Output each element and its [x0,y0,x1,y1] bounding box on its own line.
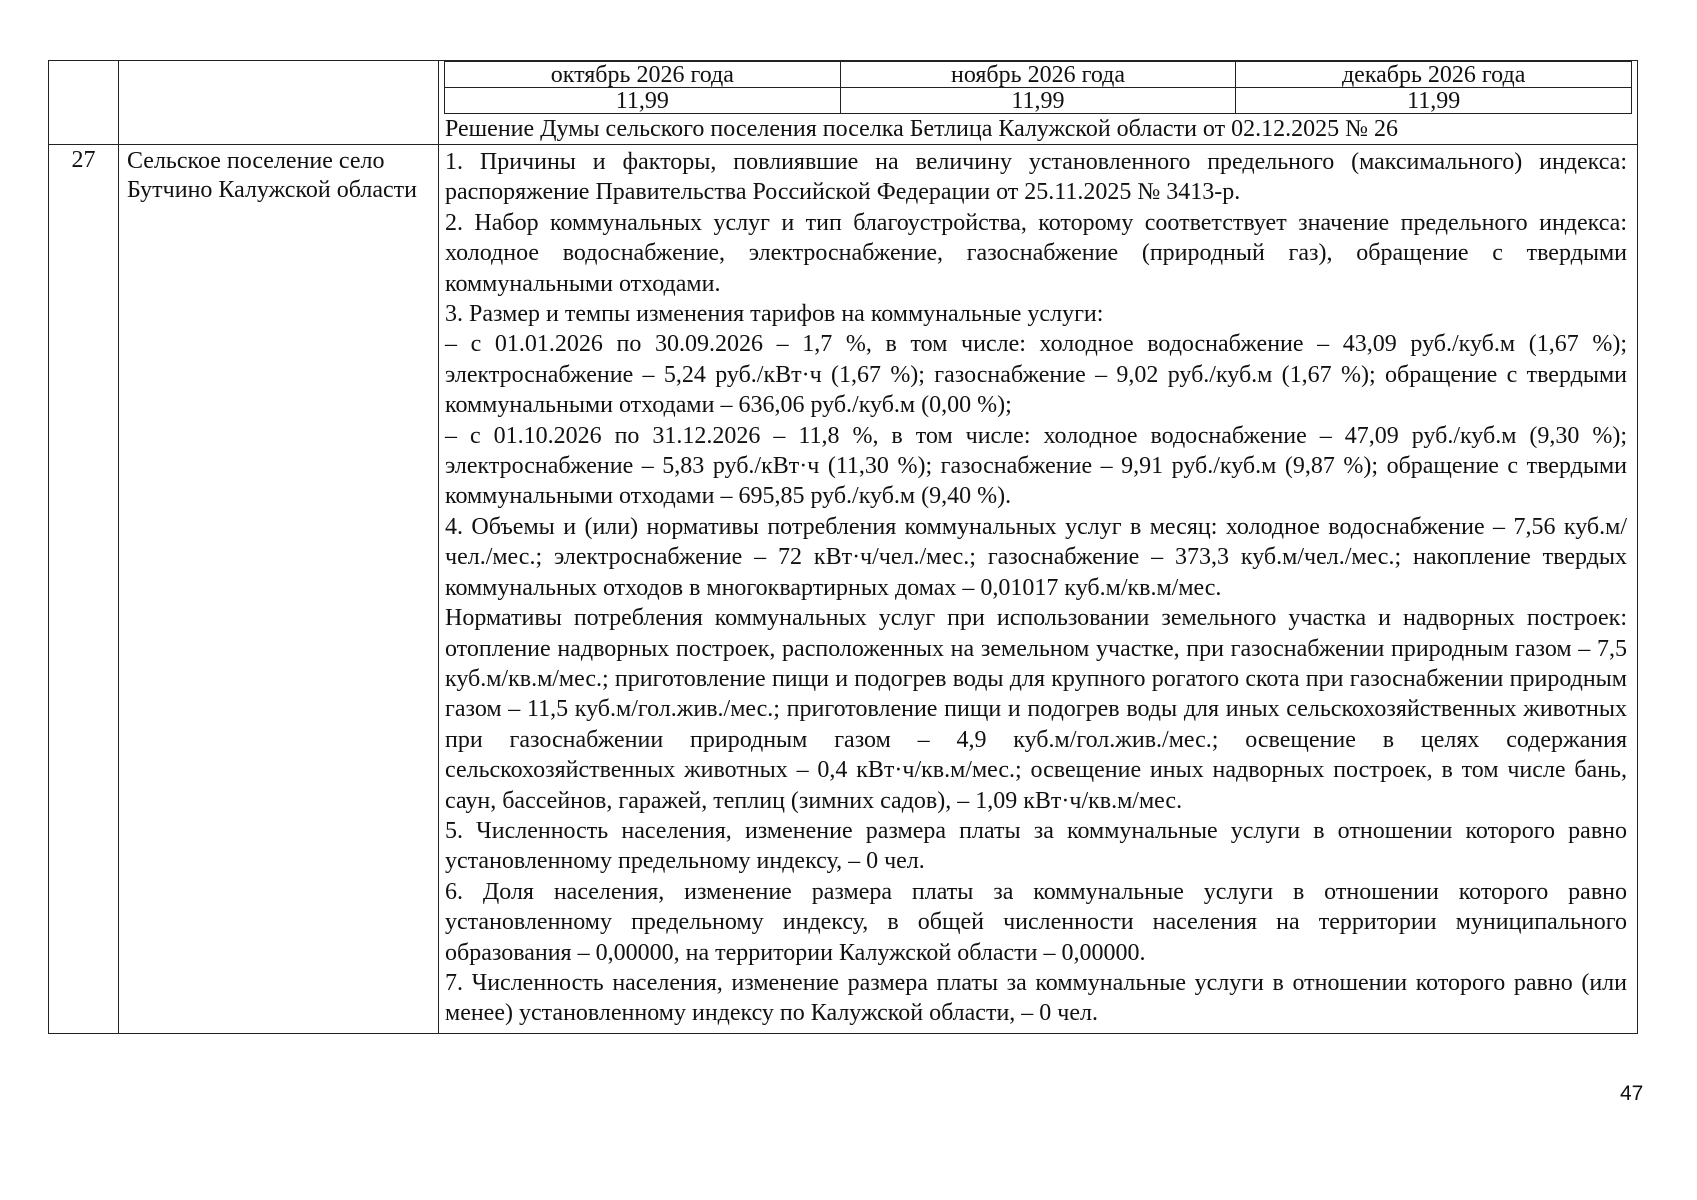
paragraph: – с 01.10.2026 по 31.12.2026 – 11,8 %, в том числе: холодное водоснабжение – 47,09 руб./куб.м (9,30 %); электроснабжение – 5,83 руб./кВт·ч (11,30 %); газоснабжение – 9,91 руб./куб.м (9,87 %); обращение с твердыми коммунальными отходами – 695,85 руб./куб.м (9,40 %). [445,422,1627,510]
month-value: 11,99 [1236,88,1632,114]
paragraph: 1. Причины и факторы, повлиявшие на величину установленного предельного (максимального) индекса: распоряжение Правительства Российской Федерации от 25.11.2025 № 3413-р. [445,149,1627,206]
month-header: ноябрь 2026 года [840,62,1236,88]
document-page [48,60,1638,1034]
month-values-table [444,61,1632,114]
month-header: октябрь 2026 года [445,62,841,88]
table-row-27 [49,145,1638,1034]
month-values-cell [439,61,1638,145]
paragraph: 6. Доля населения, изменение размера платы за коммунальные услуги в отношении которого равно установленному предельному индексу, в общей численности населения на территории муниципального образования – 0,00000, на территории Калужской области – 0,00000. [445,878,1627,966]
paragraph: 2. Набор коммунальных услуг и тип благоустройства, которому соответствует значение предельного индекса: холодное водоснабжение, электроснабжение, газоснабжение (природный газ), обращение с твердыми коммунальными отходами. [445,209,1627,297]
paragraph: 4. Объемы и (или) нормативы потребления коммунальных услуг в месяц: холодное водоснабжение – 7,56 куб.м/чел./мес.; электроснабжение – 72 кВт·ч/чел./мес.; газоснабжение – 373,3 куб.м/чел./мес.; накопление твердых коммунальных отходов в многоквартирных домах – 0,01017 куб.м/кв.м/мес. [445,513,1627,601]
row-number: 27 [49,145,119,1034]
paragraph: 5. Численность населения, изменение размера платы за коммунальные услуги в отношении которого равно установленному предельному индексу, – 0 чел. [445,817,1627,875]
name-cell-empty [119,61,439,145]
index-table [48,60,1638,1034]
paragraph: 3. Размер и темпы изменения тарифов на коммунальные услуги: [445,301,1104,328]
month-value-row [445,88,1632,114]
month-header: декабрь 2026 года [1236,62,1632,88]
page-number: 47 [1620,1082,1644,1105]
paragraph: – с 01.01.2026 по 30.09.2026 – 1,7 %, в том числе: холодное водоснабжение – 43,09 руб./куб.м (1,67 %); электроснабжение – 5,24 руб./кВт·ч (1,67 %); газоснабжение – 9,02 руб./куб.м (1,67 %); обращение с твердыми коммунальными отходами – 636,06 руб./куб.м (0,00 %); [445,331,1627,419]
row-content [439,145,1638,1034]
paragraph: Нормативы потребления коммунальных услуг при использовании земельного участка и надворных построек: отопление надворных построек, расположенных на земельном участке, при газоснабжении природным газом – 7,5 куб.м/кв.м/мес.; приготовление пищи и подогрев воды для крупного рогатого скота при газоснабжении природным газом – 11,5 куб.м/гол.жив./мес.; приготовление пищи и подогрев воды для иных сельскохозяйственных животных при газоснабжении природным газом – 4,9 куб.м/гол.жив./мес.; освещение в целях содержания сельскохозяйственных животных – 0,4 кВт·ч/кв.м/мес.; освещение иных надворных построек, в том числе бань, саун, бассейнов, гаражей, теплиц (зимних садов), – 1,09 кВт·ч/кв.м/мес. [445,605,1627,814]
settlement-name: Сельское поселение село Бутчино Калужской области [119,145,439,1034]
month-value: 11,99 [445,88,841,114]
paragraph: 7. Численность населения, изменение размера платы за коммунальные услуги в отношении которого равно (или менее) установленному индексу по Калужской области, – 0 чел. [445,969,1627,1027]
decision-text: Решение Думы сельского поселения поселка Бетлица Калужской области от 02.12.2025 № 26 [445,116,1398,142]
month-header-row [445,62,1632,88]
number-cell-empty [49,61,119,145]
table-row-previous [49,61,1638,145]
month-value: 11,99 [840,88,1236,114]
